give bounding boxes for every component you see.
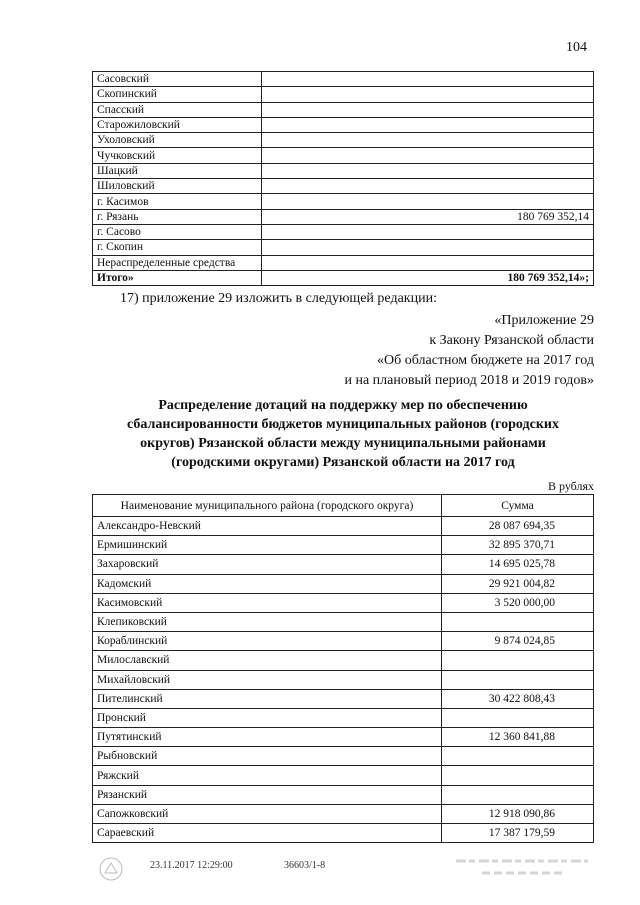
district-name: Захаровский	[93, 555, 442, 574]
district-name: Путятинский	[93, 728, 442, 747]
district-name: Шиловский	[93, 179, 262, 194]
table-row	[93, 804, 594, 823]
district-amount	[442, 766, 594, 785]
district-name: Пителинский	[93, 689, 442, 708]
district-amount: 180 769 352,14	[262, 209, 594, 224]
table-row	[93, 651, 594, 670]
table-row	[93, 536, 594, 555]
footer-date: 23.11.2017 12:29:00	[150, 860, 233, 871]
district-amount	[262, 72, 594, 87]
district-name: Скопинский	[93, 87, 262, 102]
table-row	[93, 240, 594, 255]
column-header-name: Наименование муниципального района (городского округа)	[93, 495, 442, 517]
district-name: Рыбновский	[93, 747, 442, 766]
district-name: Кадомский	[93, 574, 442, 593]
district-amount	[262, 255, 594, 270]
table-row	[93, 612, 594, 631]
table-row	[93, 209, 594, 224]
table-row	[93, 255, 594, 270]
table-row	[93, 670, 594, 689]
subsidy-table-body	[93, 517, 594, 843]
district-amount: 32 895 370,71	[442, 536, 594, 555]
district-amount	[442, 785, 594, 804]
district-amount	[262, 102, 594, 117]
table-row	[93, 766, 594, 785]
title-line: сбалансированности бюджетов муниципальных районов (городских	[127, 417, 559, 432]
table-row	[93, 632, 594, 651]
district-name: Старожиловский	[93, 117, 262, 132]
district-amount	[262, 179, 594, 194]
district-amount	[262, 133, 594, 148]
district-name: Александро-Невский	[93, 517, 442, 536]
district-name: Михайловский	[93, 670, 442, 689]
district-amount	[442, 747, 594, 766]
table-row	[93, 87, 594, 102]
district-amount: 30 422 808,43	[442, 689, 594, 708]
district-name: Нераспределенные средства	[93, 255, 262, 270]
district-name: Пронский	[93, 708, 442, 727]
appendix-header-line: «Об областном бюджете на 2017 год	[377, 353, 594, 368]
table-row	[93, 224, 594, 239]
district-name: Спасский	[93, 102, 262, 117]
district-amount	[262, 194, 594, 209]
header-row	[93, 495, 594, 517]
appendix-header-line: и на плановый период 2018 и 2019 годов»	[344, 373, 594, 388]
table-row	[93, 824, 594, 843]
footer-code: 36603/1-8	[284, 860, 326, 871]
table-row	[93, 179, 594, 194]
table-row	[93, 593, 594, 612]
title-line: округов) Рязанской области между муниципальными районами	[140, 436, 546, 451]
table-row	[93, 785, 594, 804]
subsidy-table	[92, 494, 594, 843]
district-amount	[262, 148, 594, 163]
table-row	[93, 102, 594, 117]
table-row	[93, 148, 594, 163]
column-header-sum: Сумма	[442, 495, 594, 517]
district-name: Клепиковский	[93, 612, 442, 631]
district-amount: 9 874 024,85	[442, 632, 594, 651]
district-amount: 17 387 179,59	[442, 824, 594, 843]
district-name: Касимовский	[93, 593, 442, 612]
district-amount	[262, 240, 594, 255]
table-row	[93, 72, 594, 87]
district-name: г. Скопин	[93, 240, 262, 255]
district-name: Ермишинский	[93, 536, 442, 555]
document-title	[92, 396, 594, 472]
district-name: г. Сасово	[93, 224, 262, 239]
title-line: (городскими округами) Рязанской области на 2017 год	[171, 455, 515, 470]
district-name: г. Касимов	[93, 194, 262, 209]
table-row	[93, 574, 594, 593]
district-name: Сапожковский	[93, 804, 442, 823]
district-name: г. Рязань	[93, 209, 262, 224]
district-amount	[262, 224, 594, 239]
table-row	[93, 689, 594, 708]
table-continuation-body	[93, 72, 594, 286]
unit-label: В рублях	[547, 479, 594, 493]
page-number: 104	[566, 40, 587, 55]
district-name: Шацкий	[93, 163, 262, 178]
total-label: Итого»	[93, 270, 262, 285]
district-name: Сараевский	[93, 824, 442, 843]
subsidy-table-head	[93, 495, 594, 517]
table-row	[93, 117, 594, 132]
amendment-paragraph: 17) приложение 29 изложить в следующей редакции:	[120, 291, 437, 306]
district-name: Ухоловский	[93, 133, 262, 148]
table-continuation	[92, 71, 594, 286]
district-amount: 29 921 004,82	[442, 574, 594, 593]
district-amount	[262, 163, 594, 178]
district-amount: 3 520 000,00	[442, 593, 594, 612]
appendix-header	[344, 311, 594, 391]
district-name: Чучковский	[93, 148, 262, 163]
district-name: Рязанский	[93, 785, 442, 804]
district-amount	[442, 670, 594, 689]
table-row	[93, 555, 594, 574]
district-amount: 12 918 090,86	[442, 804, 594, 823]
table-row	[93, 728, 594, 747]
table-row	[93, 133, 594, 148]
total-amount: 180 769 352,14»;	[262, 270, 594, 285]
table-row	[93, 194, 594, 209]
appendix-header-line: к Закону Рязанской области	[429, 333, 594, 348]
district-amount	[262, 87, 594, 102]
district-amount	[442, 708, 594, 727]
district-name: Ряжский	[93, 766, 442, 785]
table-row	[93, 517, 594, 536]
appendix-header-line: «Приложение 29	[494, 313, 594, 328]
table-row	[93, 163, 594, 178]
district-name: Сасовский	[93, 72, 262, 87]
district-amount: 28 087 694,35	[442, 517, 594, 536]
district-name: Милославский	[93, 651, 442, 670]
table-row	[93, 747, 594, 766]
district-amount	[442, 612, 594, 631]
district-amount: 14 695 025,78	[442, 555, 594, 574]
registration-stamp	[452, 854, 592, 880]
district-amount: 12 360 841,88	[442, 728, 594, 747]
district-amount	[442, 651, 594, 670]
table-row	[93, 708, 594, 727]
title-line: Распределение дотаций на поддержку мер по обеспечению	[158, 398, 528, 413]
total-row	[93, 270, 594, 285]
district-name: Кораблинский	[93, 632, 442, 651]
emblem-stamp	[92, 854, 130, 884]
district-amount	[262, 117, 594, 132]
